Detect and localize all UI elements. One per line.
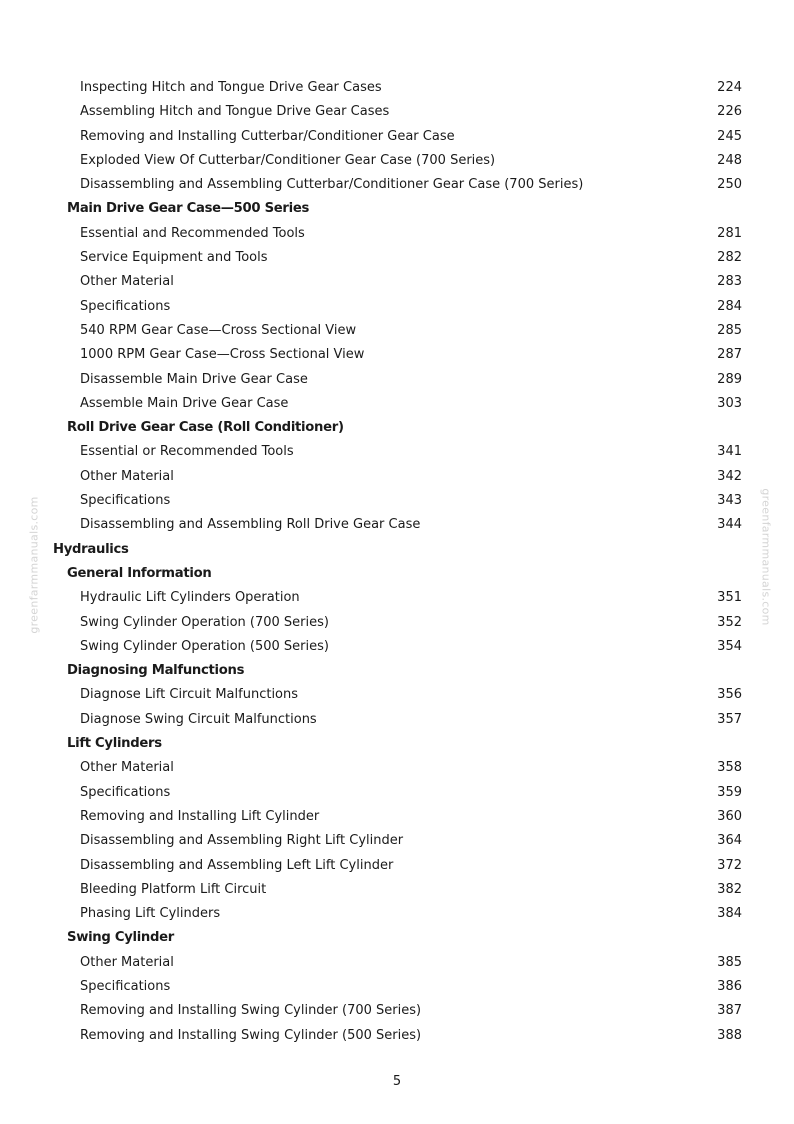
toc-entry[interactable] (0, 489, 794, 513)
toc-entry-title: Diagnose Lift Circuit Malfunctions (80, 687, 299, 703)
toc-entry-title: Bleeding Platform Lift Circuit (80, 881, 267, 897)
toc-entry-title: Swing Cylinder Operation (700 Series) (80, 614, 329, 630)
toc-entry-title: Disassemble Main Drive Gear Case (80, 371, 308, 387)
toc-entry[interactable] (0, 781, 794, 805)
toc-entry-title: Essential or Recommended Tools (80, 444, 294, 460)
toc-entry[interactable] (0, 902, 794, 926)
toc-page-number: 281 (717, 225, 742, 241)
toc-section (0, 538, 794, 562)
toc-entry[interactable] (0, 76, 794, 100)
toc-subsection (0, 416, 794, 440)
toc-subsection (0, 562, 794, 586)
toc-entry-title: Removing and Installing Lift Cylinder (80, 808, 320, 824)
toc-page-number: 344 (717, 517, 742, 533)
toc-page-number: 284 (717, 298, 742, 314)
toc-page-number: 384 (717, 906, 742, 922)
toc-entry[interactable] (0, 683, 794, 707)
toc-subsection-title: Roll Drive Gear Case (Roll Conditioner) (67, 420, 344, 436)
toc-entry-title: Other Material (80, 760, 174, 776)
toc-entry-title: Inspecting Hitch and Tongue Drive Gear Cases (80, 80, 382, 95)
toc-page-number: 359 (717, 784, 742, 800)
toc-subsection (0, 659, 794, 683)
toc-entry-title: Other Material (80, 954, 174, 970)
toc-entry[interactable] (0, 854, 794, 878)
toc-entry-title: 540 RPM Gear Case—Cross Sectional View (80, 322, 357, 338)
toc-page-number: 351 (717, 590, 742, 606)
toc-subsection-title: Main Drive Gear Case—500 Series (67, 201, 310, 217)
toc-subsection (0, 197, 794, 221)
toc-entry[interactable] (0, 392, 794, 416)
toc-entry[interactable] (0, 222, 794, 246)
toc-page-number: 248 (717, 152, 742, 168)
toc-page-number: 364 (717, 833, 742, 849)
toc-page-number: 382 (717, 881, 742, 897)
toc-page-number: 283 (717, 274, 742, 290)
toc-page-number: 356 (717, 687, 742, 703)
page-number: 5 (392, 1074, 402, 1089)
toc-subsection-title: Diagnosing Malfunctions (67, 663, 245, 679)
toc-entry-title: Specifications (80, 298, 171, 314)
toc-entry[interactable] (0, 975, 794, 999)
toc-entry-title: Phasing Lift Cylinders (80, 906, 221, 922)
toc-page-number: 385 (717, 954, 742, 970)
toc-entry[interactable] (0, 270, 794, 294)
toc-entry[interactable] (0, 829, 794, 853)
toc-page-number: 372 (717, 857, 742, 873)
toc-entry[interactable] (0, 756, 794, 780)
toc-entry[interactable] (0, 295, 794, 319)
toc-page-number: 387 (717, 1003, 742, 1019)
toc-entry[interactable] (0, 465, 794, 489)
toc-entry[interactable] (0, 805, 794, 829)
toc-page-number: 287 (717, 347, 742, 363)
toc-page-number: 224 (717, 80, 742, 95)
toc-entry[interactable] (0, 951, 794, 975)
toc-page-number: 245 (717, 128, 742, 144)
toc-subsection-title: General Information (67, 565, 212, 581)
toc-page-number: 342 (717, 468, 742, 484)
toc-page-number: 358 (717, 760, 742, 776)
toc-entry-title: Disassembling and Assembling Roll Drive Gear Case (80, 517, 421, 533)
toc-entry[interactable] (0, 999, 794, 1023)
toc-entry[interactable] (0, 343, 794, 367)
toc-entry[interactable] (0, 125, 794, 149)
toc-entry-title: Service Equipment and Tools (80, 250, 268, 266)
toc-entry-title: 1000 RPM Gear Case—Cross Sectional View (80, 347, 365, 363)
toc-page-number: 341 (717, 444, 742, 460)
toc-entry[interactable] (0, 246, 794, 270)
toc-entry-title: Specifications (80, 493, 171, 509)
toc-entry-title: Specifications (80, 978, 171, 994)
toc-entry-title: Hydraulic Lift Cylinders Operation (80, 590, 300, 606)
toc-entry-title: Swing Cylinder Operation (500 Series) (80, 638, 329, 654)
toc-entry[interactable] (0, 513, 794, 537)
toc-entry-title: Disassembling and Assembling Left Lift Cylinder (80, 857, 394, 873)
toc-entry-title: Specifications (80, 784, 171, 800)
toc-entry-title: Other Material (80, 468, 174, 484)
toc-page-number: 289 (717, 371, 742, 387)
watermark-right: greenfarmmanuals.com (759, 488, 773, 626)
toc-page-number: 282 (717, 250, 742, 266)
toc-entry-title: Disassembling and Assembling Right Lift Cylinder (80, 833, 404, 849)
toc-subsection-title: Lift Cylinders (67, 736, 162, 752)
toc-page-number: 386 (717, 978, 742, 994)
toc-subsection-title: Swing Cylinder (67, 930, 175, 946)
watermark-left: greenfarmmanuals.com (27, 496, 41, 634)
toc-entry[interactable] (0, 1024, 794, 1048)
toc-entry-title: Disassembling and Assembling Cutterbar/Conditioner Gear Case (700 Series) (80, 177, 584, 193)
toc-page-number: 285 (717, 322, 742, 338)
toc-entry-title: Other Material (80, 274, 174, 290)
toc-page-number: 357 (717, 711, 742, 727)
toc-page-number: 354 (717, 638, 742, 654)
toc-entry[interactable] (0, 149, 794, 173)
toc-page-number: 343 (717, 493, 742, 509)
toc-entry[interactable] (0, 100, 794, 124)
toc-subsection (0, 926, 794, 950)
table-of-contents (0, 76, 794, 1048)
toc-entry[interactable] (0, 586, 794, 610)
toc-entry[interactable] (0, 319, 794, 343)
toc-section-title: Hydraulics (53, 541, 129, 557)
toc-entry-title: Assembling Hitch and Tongue Drive Gear Cases (80, 104, 390, 120)
toc-entry[interactable] (0, 368, 794, 392)
toc-entry-title: Removing and Installing Swing Cylinder (700 Series) (80, 1003, 422, 1019)
toc-entry[interactable] (0, 440, 794, 464)
toc-page-number: 352 (717, 614, 742, 630)
toc-entry-title: Removing and Installing Cutterbar/Conditioner Gear Case (80, 128, 455, 144)
toc-entry[interactable] (0, 708, 794, 732)
toc-entry[interactable] (0, 173, 794, 197)
toc-subsection (0, 732, 794, 756)
toc-page-number: 360 (717, 808, 742, 824)
toc-entry[interactable] (0, 878, 794, 902)
toc-entry-title: Removing and Installing Swing Cylinder (500 Series) (80, 1027, 422, 1043)
toc-page-number: 250 (717, 177, 742, 193)
toc-entry-title: Assemble Main Drive Gear Case (80, 395, 289, 411)
toc-page-number: 226 (717, 104, 742, 120)
toc-entry[interactable] (0, 635, 794, 659)
toc-entry[interactable] (0, 611, 794, 635)
toc-entry-title: Essential and Recommended Tools (80, 225, 305, 241)
toc-entry-title: Diagnose Swing Circuit Malfunctions (80, 711, 317, 727)
toc-entry-title: Exploded View Of Cutterbar/Conditioner Gear Case (700 Series) (80, 152, 496, 168)
toc-page-number: 303 (717, 395, 742, 411)
toc-page-number: 388 (717, 1027, 742, 1043)
